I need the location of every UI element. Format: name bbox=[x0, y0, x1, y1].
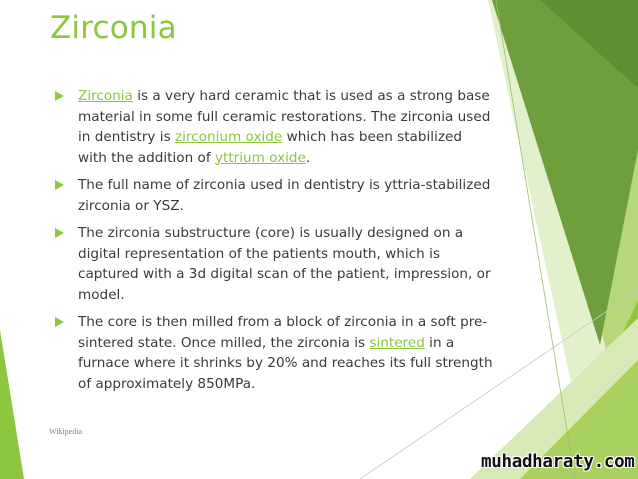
wiki-link[interactable]: zirconium oxide bbox=[174, 129, 283, 145]
bullet-text: in a furnace where it shrinks by 20% and reaches its full strength of approximately 850MPa. bbox=[78, 334, 493, 392]
bullet-text: The full name of zirconia used in dentistry is yttria-stabilized zirconia or YSZ. bbox=[78, 177, 491, 214]
watermark: muhadharaty.com bbox=[481, 452, 635, 472]
bullet-text: The zirconia substructure (core) is usually designed on a digital representation of the patients mouth, which is captured with a 3d digital scan of the patient, impression, or model. bbox=[78, 225, 491, 303]
wiki-link[interactable]: sintered bbox=[369, 334, 425, 351]
bullet-arrow-icon bbox=[55, 91, 64, 101]
bullet-text: is a very hard ceramic that is used as a strong base material in some full ceramic restorations. The zirconia used in dentistry is bbox=[78, 88, 491, 145]
bullet-arrow-icon bbox=[55, 180, 64, 190]
left-corner-facet bbox=[0, 330, 24, 479]
slide-title: Zirconia bbox=[50, 10, 177, 46]
wiki-link[interactable]: yttrium oxide bbox=[214, 149, 306, 166]
bullet-arrow-icon bbox=[55, 317, 64, 327]
bullet-text: The core is then milled from a block of zirconia in a soft pre-sintered state. Once milled, the zirconia is bbox=[78, 314, 488, 351]
bullet-item bbox=[55, 86, 495, 168]
bullet-text: . bbox=[305, 149, 311, 166]
bullet-arrow-icon bbox=[55, 228, 64, 238]
source-label: Wikipedia bbox=[49, 427, 82, 436]
bullet-text: which has been stabilized with the addition of bbox=[78, 129, 462, 166]
bullet-item bbox=[55, 312, 495, 394]
bullet-list bbox=[55, 86, 495, 401]
wiki-link[interactable]: Zirconia bbox=[78, 88, 133, 104]
bullet-item bbox=[55, 175, 495, 216]
bullet-item bbox=[55, 223, 495, 305]
